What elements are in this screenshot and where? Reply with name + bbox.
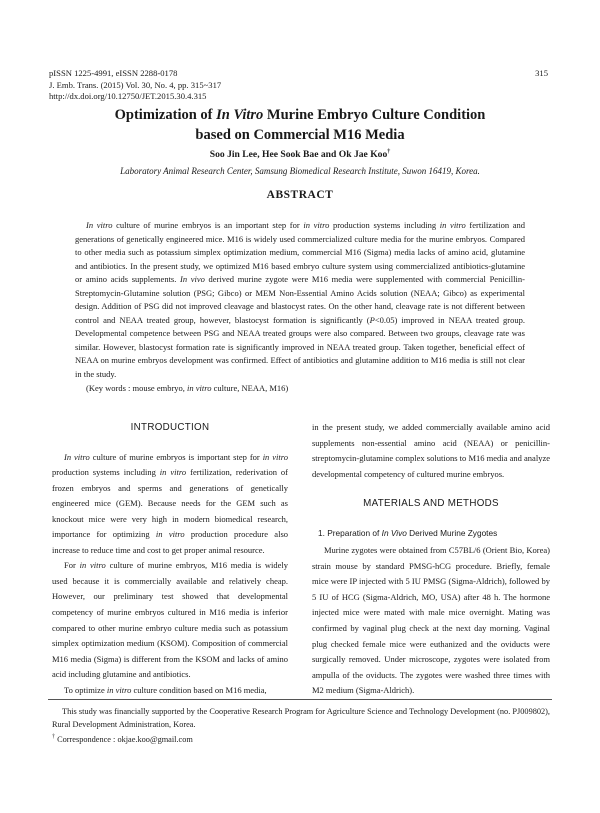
right-column xyxy=(312,420,550,699)
methods-subheading: 1. Preparation of In Vivo Derived Murine Zygotes xyxy=(318,527,498,538)
doi-link[interactable]: http://dx.doi.org/10.12750/JET.2015.30.4.315 xyxy=(49,91,207,102)
left-column xyxy=(52,420,288,698)
paper-title: Optimization of In Vitro Murine Embryo Culture Condition based on Commercial M16 Media xyxy=(0,106,600,145)
methods-paragraph-1: Murine zygotes were obtained from C57BL/6 (Orient Bio, Korea) strain mouse by standard PMSG-hCG procedure. Briefly, female mice were IP injected with 5 IU PMSG (Sigma-Aldrich), followed by 5 IU of HCG (Sigma-Aldrich, MO, USA) after 48 h. The hormone injected mice were mated with male mice overnight. Mating was confirmed by vaginal plug check at the next day morning. Vaginal plug checked female mice were euthanized and the oviducts were surgically removed. Under microscope, zygotes were isolated from ampulla of the oviducts. The zygotes were washed three times with M2 medium (Sigma-Aldrich). xyxy=(312,545,550,696)
intro-paragraph-1: In vitro culture of murine embryos is important step for in vitro production systems including in vitro fertilization, rederivation of frozen embryos and sperms and generations of genetically engineered mice (GEM). Because needs for the GEM such as knockout mice were very high in modern biomedical research, importance for optimizing in vitro production procedure also increase to reduce time and cost to get proper animal resource. xyxy=(52,451,289,555)
funding-note: This study was financially supported by the Cooperative Research Program for Agriculture Science and Technology Development (no. PJ009802), Rural Development Administration, Korea. xyxy=(52,707,550,729)
abstract-paragraph: In vitro culture of murine embryos is an important step for in vitro production systems including in vitro fertilization and generations of genetically engineered mice. M16 is widely used commercialized culture media for the murine embryos. Compared to other media such as potassium simplex optimization medium, commercial M16 (Sigma) media lacks of amino acid, glutamine and antibiotics. In the present study, we optimized M16 based embryo culture system using commercialized antibiotics-glutamine or amino acids supplements. In vivo derived murine zygote were M16 media were supplemented with commercial Penicillin-Streptomycin-Glutamine solution (PSG; Gibco) or MEM Non-Essential Amino Acids solution (NEAA; Gibco) as experimental design. Addition of PSG did not improved cleavage and blastocyst rates. On the other hand, cleavage rate is not different between control and NEAA treated group, however, blastocyst formation is significantly (P<0.05) improved in NEAA treated group. Developmental competence between PSG and NEAA treated groups were also compared. Between two groups, cleavage rate was similar. However, blastocyst formation rate is significantly improved in NEAA treated group. Taken together, beneficial effect of NEAA on murine embryos development was confirmed. Effect of antibiotics and glutamine addition to M16 media is still not clear in the study. xyxy=(75,220,526,380)
intro-paragraph-3: To optimize in vitro culture condition based on M16 media, xyxy=(64,684,267,695)
footnote xyxy=(52,706,550,747)
intro-paragraph-2: For in vitro culture of murine embryos, M16 media is widely used because it is commercially available and relatively cheap. However, our preliminary test showed that developmental competency of murine embryos cultured in M16 media is inferior compared to other murine embryo culture media such as potassium simplex optimization medium (KSOM). Composition of commercial M16 media (Sigma) is different from the KSOM and lacks of amino acid including glutamine and antibiotics. xyxy=(52,560,288,680)
issn-line: pISSN 1225-4991, eISSN 2288-0178 xyxy=(49,68,178,78)
corresponding-mark: † xyxy=(387,149,391,155)
correspondence-email[interactable]: okjae.koo@gmail.com xyxy=(117,734,193,744)
keywords: (Key words : mouse embryo, in vitro culture, NEAA, M16) xyxy=(86,382,289,393)
citation-line: J. Emb. Trans. (2015) Vol. 30, No. 4, pp. 315~317 xyxy=(49,79,222,90)
abstract-body xyxy=(75,219,525,395)
intro-paragraph-3-continued: in the present study, we added commercially available amino acid supplements non-essential amino acid (NEAA) or penicillin-streptomycin-glutamine complex solutions to M16 media and analyze developmental competency of cultured murine embryos. xyxy=(312,422,550,479)
footnote-divider xyxy=(48,699,552,700)
methods-heading: MATERIALS AND METHODS xyxy=(363,498,499,510)
journal-header xyxy=(49,68,221,103)
correspondence-note: † Correspondence : okjae.koo@gmail.com xyxy=(52,734,193,744)
paper-title-line2: based on Commercial M16 Media xyxy=(195,126,405,143)
page-number: 315 xyxy=(535,68,548,78)
author-list: Soo Jin Lee, Hee Sook Bae and Ok Jae Koo† xyxy=(209,149,391,161)
abstract-heading: ABSTRACT xyxy=(266,189,334,201)
introduction-heading: INTRODUCTION xyxy=(130,422,210,433)
affiliation: Laboratory Animal Research Center, Samsung Biomedical Research Institute, Suwon 16419, Korea. xyxy=(120,166,480,176)
